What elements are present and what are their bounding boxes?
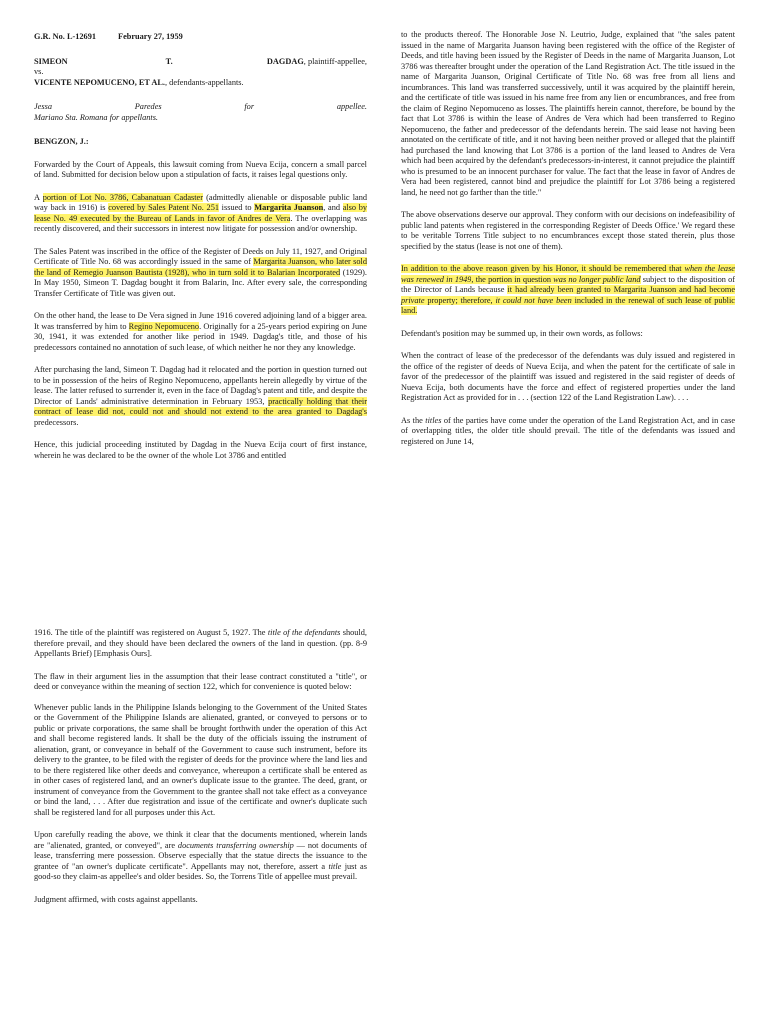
emphasis: titles (425, 415, 442, 425)
case-header-line (34, 32, 367, 43)
text-run: — not documents of lease, transferring mere possession. Observe especially that the statue directs the issuance to the grantee of "an owner's duplicate certificate". Appellants may not, therefore, assert a (34, 840, 367, 871)
highlight: portion of Lot No. 3786, Cabanatuan Cadaster (42, 192, 204, 202)
emphasis: title (328, 861, 342, 871)
paragraph: The flaw in their argument lies in the assumption that their lease contract constituted a "title", or deed or conveyance within the meaning of section 122, which for convenience is quoted below: (34, 671, 367, 691)
paragraph: to the products thereof. The Honorable Jose N. Leutrio, Judge, explained that "the sales patent issued in the name of Margarita Juanson having been registered with the office of the Register of Deeds, and title having been issued by the Register of Deeds in the name of Margarita Juanson, Lot 3786 was thereafter brought under the operation of the Land Registration Act. The title issued in the name of Margarita Juanson, Original Certificate of Title No. 68 was free from all liens and incumbrances. This land was transferred successively, until it was acquired by the plaintiff herein, and the certificate of title was issued in his name free from any lien or encumbrances, and free from the claim of Regino Nepomuceno as losses. The plaintiffs herein cannot, therefore, be bound by the fact that Lot 3786 is within the lease of Andres de Vera which had been transferred to Regino Nepomuceno, the father and predecessor of the defendants herein. The said lease not having been annotated on the certificate of title, and it not having been neither proved or alleged that the plaintiff had purchased the land knowing that Lot 3786 is a portion of the land leased to Andres de Vera which had been acquired by the defendant's predecessors-in-interest, it cannot prejudice the plaintiff who is presumed to be an innocent purchaser for value. The fact that the lease in favor of Andres de Vera had been registered, cannot bind and prejudice the plaintiff for Lot 3786 being a registered land, he need not go farther than the title." (401, 30, 735, 197)
block-quote: Whenever public lands in the Philippine Islands belonging to the Government of the United States or the Government of the Philippine Islands are alienated, granted, or conveyed to persons or to public or private corporations, the same shall be brought forthwith under the operation of this Act and shall become registered lands. It shall be the duty of the officials issuing the instrument of alienation, grant, or conveyance in behalf of the Government to cause such instrument, before its delivery to the grantee, to be filed with the register of deeds for the province where the land lies and to be there registered like other deeds and conveyance, whereupon a certificate shall be entered as in other cases of registered land, and an owner's duplicate issue to the grantee. The deed, grant, or instrument of conveyance from the Government to the grantee shall not take effect as a conveyance or bind the land, . . . After due registration and issue of the certificate and owner's duplicate such shall be registered land for all purposes under this Act. (34, 702, 367, 817)
block-quote (401, 416, 735, 448)
emphasis: documents transferring ownership (177, 840, 294, 850)
paragraph (34, 311, 367, 353)
paragraph (34, 193, 367, 235)
defendants-name: VICENTE NEPOMUCENO, ET AL. (34, 77, 166, 87)
paragraph (34, 365, 367, 428)
plaintiff-first: SIMEON (34, 56, 68, 66)
highlight: included in the renewal of such lease of public land. (401, 295, 735, 315)
text-run: should, therefore prevail, and they should have been declared the owners of the land in question. (pp. 8-9 Appellants Brief) [Emphasis Ours]. (34, 628, 367, 658)
text-run: . The overlapping was recently discovered, and their successors in interest now litigate for possession and/or ownership. (34, 213, 368, 233)
text-run: The Sales Patent was inscribed in the office of the Register of Deeds on July 11, 1927, and Original Certificate of Title No. 68 was accordingly issued in the same of (34, 246, 367, 266)
paragraph: Judgment affirmed, with costs against appellants. (34, 894, 198, 904)
highlight: it could not have been (495, 295, 572, 305)
highlight: Margarita Juanson, who later sold the land of Remegio Juanson Bautista (1928), who in turn sold it to Balarian Incorporated (34, 257, 367, 277)
right-column (401, 30, 735, 447)
paragraph: Forwarded by the Court of Appeals, this lawsuit coming from Nueva Ecija, concern a small parcel of land. Submitted for decision below upon a stipulation of facts, it raises legal questions only. (34, 159, 367, 179)
text-run: Upon carefully reading the above, we think it clear that the documents mentioned, wherein lands are "alienated, granted, or conveyed", are (34, 830, 367, 850)
paragraph: Hence, this judicial proceeding instituted by Dagdag in the Nueva Ecija court of first instance, wherein he was declared to be the owner of the whole Lot 3786 and entitled (34, 440, 367, 460)
gr-number: G.R. No. L-12691 (34, 32, 96, 41)
left-column (34, 32, 367, 461)
highlight: covered by Sales Patent No. 251 (108, 203, 220, 212)
highlight: it had already been granted to Margarita Juanson and had become (507, 285, 735, 294)
counsel-appellee (34, 102, 367, 113)
text-run: of the parties have come under the operation of the Land Registration Act, and in case of overlapping titles, the older title should prevail. The title of the defendants was issued and registered on June 14, (401, 415, 735, 446)
highlight: practically holding that their contract of lease did not, could not and should not extend to the area granted to Dagdag's (34, 396, 367, 416)
defendants-role: , defendants-appellants. (165, 77, 244, 87)
text-run: . Originally for a 25-years period expiring on June 30, 1941, it was extended for another like period in 1949. Dagdag's title, and those of his predecessors contained no annotation of such lease, of which neither he nor they any knowledge. (34, 321, 367, 352)
text-run: After purchasing the land, Simeon T. Dagdag had it relocated and the portion in question turned out to be in possession of the heirs of Regino Nepomuceno, appellants herein allegedly by virtue of the lease. The latter refused to surrender it, even in the face of Dagdag's patent and title, and despite the Director of Lands' administrative determination in February 1953, (34, 365, 367, 406)
highlight: private (401, 295, 425, 305)
text-run: issued to (219, 203, 255, 212)
text-run: (admittedly alienable or disposable public land way back in 1916) is (34, 192, 368, 212)
text-run: predecessors. (34, 417, 79, 427)
counsel-block (34, 102, 367, 123)
paragraph (401, 264, 735, 317)
highlight: Margarita Juanson (254, 203, 324, 212)
counsel-word: for (244, 102, 255, 111)
defendants-line (34, 78, 367, 89)
highlight: also by lease No. 49 executed by the Bureau of Lands in favor of Andres de Vera (34, 203, 368, 223)
paragraph: The above observations deserve our approval. They conform with our decisions on indefeasibility of public land patents when registered in the corresponding Register of Deeds Office.' We regard these to be veritable Torrens Title subject to no encumbrances except those stated therein, plus those specified by the status (lease is not one of them). (401, 210, 735, 251)
counsel-word: Paredes (134, 102, 162, 111)
paragraph (34, 247, 367, 300)
highlight: property; therefore, (424, 295, 496, 305)
highlight: , the portion in question (471, 274, 554, 284)
paragraph (34, 830, 367, 883)
paragraph: Defendant's position may be summed up, in their own words, as follows: (401, 328, 643, 338)
plaintiff-mid: T. (165, 56, 173, 66)
plaintiff-last: DAGDAG (266, 56, 304, 66)
text-run: subject to the disposition of the Director of Lands because (401, 274, 736, 294)
highlight: Regino Nepomuceno (128, 321, 200, 331)
text-run: As the (401, 415, 426, 425)
block-quote: When the contract of lease of the predecessor of the defendants was duly issued and registered in the office of the register of deeds of Nueva Ecija, and when the patent for the certificate of sale in favor of the predecessor of the plaintiff was issued and registered in the said register of deeds of Nueva Ecija, both documents have the force and effect of registered properties under the land Registration Act as provided for in . . . (section 122 of the Land Registration Law). . . . (401, 351, 735, 402)
text-run: A (34, 192, 43, 202)
block-quote (34, 628, 367, 660)
bottom-column (34, 628, 367, 905)
text-run: On the other hand, the lease to De Vera signed in June 1916 covered adjoining land of a bigger area. It was transferred by him to (34, 311, 367, 331)
emphasis: title of the defendants (267, 628, 341, 637)
counsel-word: appellee. (336, 102, 367, 111)
highlight: was no longer public land (553, 274, 641, 284)
highlight: when the lease was renewed in 1949 (401, 264, 735, 284)
plaintiff-line (34, 57, 367, 68)
text-run: just as good-so they claim-as appellee's and older besides. So, the Torrens Title of appellee must prevail. (34, 861, 367, 881)
text-run: (1929). In May 1950, Simeon T. Dagdag bought it from Balarin, Inc. After every sale, the corresponding Transfer Certificate of Title was given out. (34, 267, 367, 298)
counsel-word: Jessa (34, 102, 52, 111)
decision-date: February 27, 1959 (118, 32, 183, 41)
text-run: 1916. The title of the plaintiff was registered on August 5, 1927. The (34, 628, 268, 637)
ponente: BENGZON, J.: (34, 137, 89, 146)
text-run: , and (323, 203, 343, 212)
versus: vs. (34, 67, 44, 76)
counsel-appellants: Mariano Sta. Romana for appellants. (34, 112, 158, 122)
highlight: In addition to the above reason given by his Honor, it should be remembered that (401, 264, 685, 273)
plaintiff-role: , plaintiff-appellee, (303, 56, 367, 66)
